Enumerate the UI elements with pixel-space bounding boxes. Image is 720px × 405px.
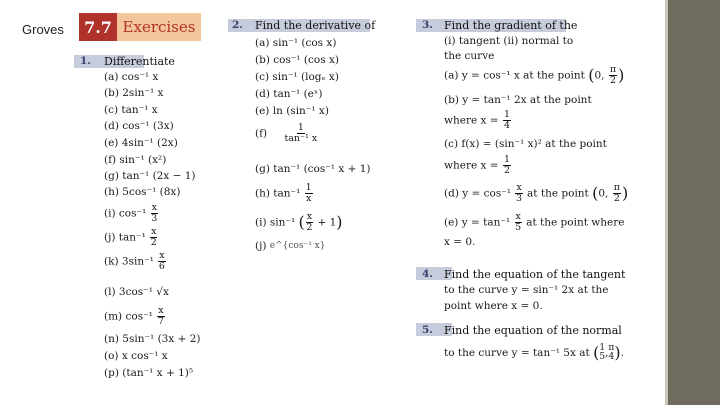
q5-point-top-a: 1 xyxy=(599,343,606,353)
q5-point-bot-a: 5 xyxy=(599,352,606,362)
q2-item-h-label: (h) tan⁻¹ xyxy=(255,187,301,200)
q3-item-d-text: at the point xyxy=(527,187,589,200)
q1-item-m-fraction xyxy=(157,306,164,327)
q2-item-a: (a) sin⁻¹ (cos x) xyxy=(255,37,337,49)
q3-item-b: (b) y = tan⁻¹ 2x at the point xyxy=(444,94,592,106)
q1-item-d: (d) cos⁻¹ (3x) xyxy=(104,120,174,132)
q2-item-h xyxy=(255,183,314,204)
q3-item-e-text: at the point where xyxy=(526,216,625,229)
q3-item-b-num: 1 xyxy=(503,109,510,120)
slide-side-bar xyxy=(668,0,720,405)
q3-item-e xyxy=(444,212,624,233)
q1-item-k-den: 6 xyxy=(158,261,165,272)
q3-item-a-p1: 0, xyxy=(594,69,605,82)
q3-item-c-where-label: where x = xyxy=(444,159,499,172)
q3-item-c-num: 1 xyxy=(503,154,510,165)
q1-item-i-label: (i) cos⁻¹ xyxy=(104,207,147,220)
q1-title: Differentiate xyxy=(104,55,175,68)
q1-number: 1. xyxy=(80,55,91,67)
q1-item-l: (l) 3cos⁻¹ √x xyxy=(104,286,169,298)
q2-item-h-fraction xyxy=(305,183,313,204)
q1-item-i-fraction xyxy=(151,203,158,224)
q1-item-m-den: 7 xyxy=(157,316,164,327)
q2-item-h-num: 1 xyxy=(305,182,312,193)
q3-item-e-label: (e) y = tan⁻¹ xyxy=(444,216,511,229)
q3-item-c-fraction xyxy=(503,155,511,176)
q3-item-a-num: π xyxy=(609,64,617,75)
q1-item-j xyxy=(104,227,158,248)
q4-number: 4. xyxy=(422,268,433,280)
q2-item-e: (e) ln (sin⁻¹ x) xyxy=(255,105,329,117)
q3-item-d-close-paren: ) xyxy=(622,183,629,203)
q2-item-i-num: x xyxy=(306,211,313,222)
q1-item-k-label: (k) 3sin⁻¹ xyxy=(104,255,154,268)
q3-sub2: the curve xyxy=(444,50,495,62)
q3-item-a-den: 2 xyxy=(609,75,616,86)
q3-item-b-fraction xyxy=(503,110,511,131)
q2-item-j xyxy=(255,240,326,252)
q5-point-col-1 xyxy=(599,344,605,362)
q2-item-f-label: (f) xyxy=(255,127,268,140)
q3-sub: (i) tangent (ii) normal to xyxy=(444,35,574,47)
section-number: 7.7 xyxy=(79,13,117,41)
q3-item-c-den: 2 xyxy=(503,165,510,176)
author-label: Groves xyxy=(22,22,64,37)
q2-item-i-close-paren: ) xyxy=(336,212,343,232)
q3-item-a-fraction xyxy=(609,65,617,86)
q2-item-f-den: tan⁻¹ x xyxy=(284,133,318,144)
q2-item-f-fraction xyxy=(284,123,317,144)
q5-line-2: to the curve y = tan⁻¹ 5x at ( 1 5 , π 4 ). xyxy=(444,343,624,362)
q1-item-g: (g) tan⁻¹ (2x − 1) xyxy=(104,170,196,182)
q5-point-bot-b: 4 xyxy=(608,352,615,362)
q3-item-e-num: x xyxy=(515,211,521,222)
q1-item-e: (e) 4sin⁻¹ (2x) xyxy=(104,137,178,149)
q4-line-2: to the curve y = sin⁻¹ 2x at the xyxy=(444,284,609,296)
q2-item-f-num: 1 xyxy=(297,122,304,133)
q2-number: 2. xyxy=(232,19,243,31)
q1-item-o: (o) x cos⁻¹ x xyxy=(104,350,168,362)
q3-item-a-close-paren: ) xyxy=(618,65,625,85)
q3-item-b-where-label: where x = xyxy=(444,114,499,127)
q3-title: Find the gradient of the xyxy=(444,19,578,32)
q2-title: Find the derivative of xyxy=(255,19,376,32)
q2-item-i xyxy=(255,212,343,233)
q1-item-k-fraction xyxy=(158,251,165,272)
q2-item-i-den: 2 xyxy=(306,222,313,233)
q2-item-h-den: x xyxy=(305,193,312,204)
q5-line-1: Find the equation of the normal xyxy=(444,324,622,337)
q3-item-d-fraction xyxy=(515,183,522,204)
q4-line-1: Find the equation of the tangent xyxy=(444,268,626,281)
q1-item-j-label: (j) tan⁻¹ xyxy=(104,231,146,244)
q2-item-i-tail: + 1 xyxy=(317,216,337,229)
q1-item-m xyxy=(104,306,166,327)
q3-item-c-where xyxy=(444,155,512,176)
q4-line-3: point where x = 0. xyxy=(444,300,543,312)
q5-point-close-paren: ) xyxy=(614,343,621,362)
q3-item-c: (c) f(x) = (sin⁻¹ x)² at the point xyxy=(444,138,607,150)
q3-item-e-den: 5 xyxy=(515,222,522,233)
q3-item-a-open-paren: ( xyxy=(588,65,595,85)
q5-point-top-b: π xyxy=(608,343,615,353)
section-title: Exercises xyxy=(117,13,201,41)
q3-item-d-point-num: π xyxy=(613,182,620,193)
q1-item-a: (a) cos⁻¹ x xyxy=(104,71,159,83)
q3-item-e-where: x = 0. xyxy=(444,236,476,248)
q2-item-g: (g) tan⁻¹ (cos⁻¹ x + 1) xyxy=(255,163,371,175)
q1-item-j-fraction xyxy=(150,227,157,248)
q3-item-d-point-fraction xyxy=(613,183,621,204)
q3-item-d-open-paren: ( xyxy=(592,183,599,203)
q1-item-f: (f) sin⁻¹ (x²) xyxy=(104,154,167,166)
q1-item-b: (b) 2sin⁻¹ x xyxy=(104,87,164,99)
q3-item-e-fraction xyxy=(515,212,522,233)
q1-item-i-den: 3 xyxy=(151,213,158,224)
q3-item-d-label: (d) y = cos⁻¹ xyxy=(444,187,511,200)
q3-item-a xyxy=(444,65,624,86)
q1-item-m-label: (m) cos⁻¹ xyxy=(104,310,153,323)
q3-item-a-text: (a) y = cos⁻¹ x at the point xyxy=(444,69,585,82)
q3-item-d-num: x xyxy=(516,182,522,193)
q2-item-c: (c) sin⁻¹ (logₑ x) xyxy=(255,71,339,83)
q2-item-j-expr: e^{cos⁻¹ x} xyxy=(269,241,326,251)
q5-number: 5. xyxy=(422,324,433,336)
q1-item-j-num: x xyxy=(151,226,157,237)
q1-item-p: (p) (tan⁻¹ x + 1)⁵ xyxy=(104,367,194,379)
q1-item-k xyxy=(104,251,167,272)
q1-item-h: (h) 5cos⁻¹ (8x) xyxy=(104,186,181,198)
q1-item-k-num: x xyxy=(159,250,165,261)
q1-item-i-num: x xyxy=(151,202,157,213)
q3-item-b-where xyxy=(444,110,512,131)
q1-item-c: (c) tan⁻¹ x xyxy=(104,104,158,116)
q2-item-b: (b) cos⁻¹ (cos x) xyxy=(255,54,339,66)
q2-item-i-label: (i) sin⁻¹ xyxy=(255,216,296,229)
q5-line-2-text: to the curve y = tan⁻¹ 5x at xyxy=(444,347,590,359)
q3-item-d-den: 3 xyxy=(516,193,523,204)
q3-item-d-point-den: 2 xyxy=(613,193,620,204)
q1-item-i xyxy=(104,203,159,224)
q2-item-f xyxy=(255,123,318,144)
q1-item-m-num: x xyxy=(158,305,164,316)
q3-item-d xyxy=(444,183,628,204)
q2-item-i-fraction xyxy=(306,212,313,233)
q2-item-i-open-paren: ( xyxy=(298,212,305,232)
q3-item-b-den: 4 xyxy=(503,120,510,131)
q1-item-n: (n) 5sin⁻¹ (3x + 2) xyxy=(104,333,201,345)
q1-item-j-den: 2 xyxy=(150,237,157,248)
q2-item-j-label: (j) xyxy=(255,240,267,252)
q2-item-d: (d) tan⁻¹ (eˣ) xyxy=(255,88,323,100)
q3-item-d-p1: 0, xyxy=(598,187,609,200)
q5-point-open-paren: ( xyxy=(593,343,600,362)
q3-number: 3. xyxy=(422,19,433,31)
